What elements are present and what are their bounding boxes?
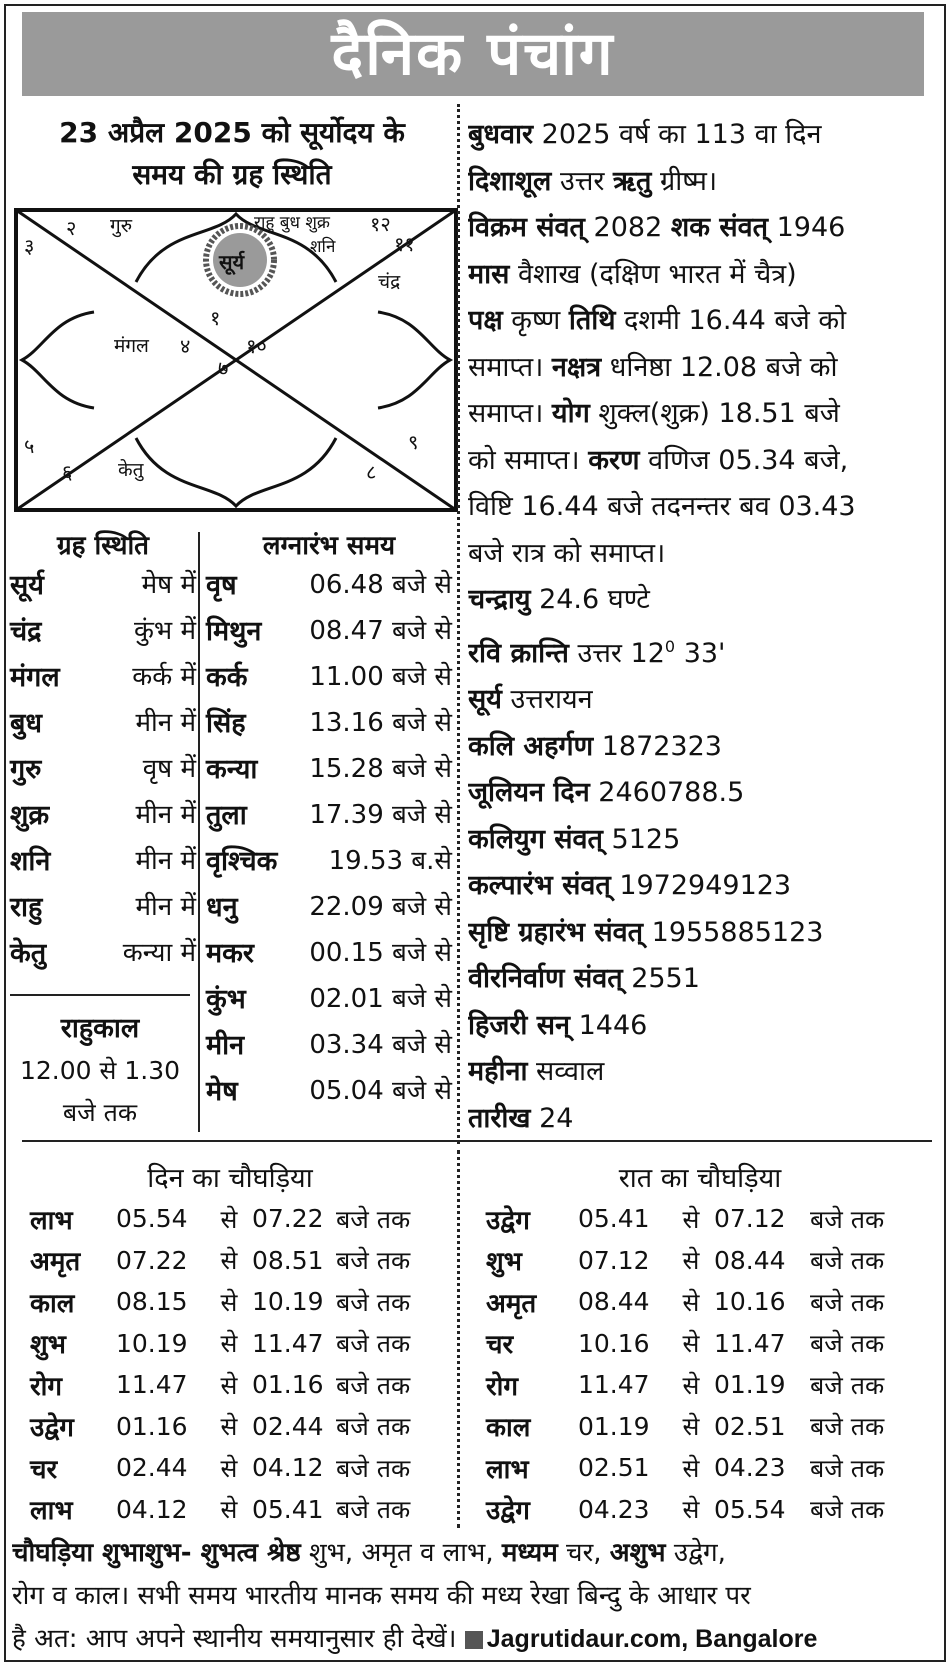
table-row: केतु कन्या में (10, 937, 196, 969)
planet-position-heading: 23 अप्रैल 2025 को सूर्योदय के समय की ग्रह स्थिति (59, 116, 405, 191)
table-row: लाभ 04.12 से 05.41 बजे तक (30, 1494, 411, 1527)
table-row: कर्क 11.00 बजे से (206, 661, 452, 693)
info-line: कल्पारंभ संवत् 1972949123 (468, 870, 792, 901)
din-choghadiya-table (30, 1198, 450, 1530)
info-line: बजे रात्र को समाप्त। (468, 537, 666, 569)
source-credit: Jagrutidaur.com, Bangalore (486, 1625, 818, 1653)
table-row: मेष 05.04 बजे से (206, 1075, 452, 1107)
house-4: ४ (180, 334, 191, 358)
table-row: रोग 11.47 से 01.19 बजे तक (486, 1370, 885, 1402)
grah-sthiti-table (10, 560, 196, 974)
table-row: अमृत 07.22 से 08.51 बजे तक (30, 1245, 411, 1278)
table-row: काल 01.19 से 02.51 बजे तक (486, 1411, 885, 1444)
info-line: जूलियन दिन 2460788.5 (468, 777, 745, 808)
table-row: शुभ 07.12 से 08.44 बजे तक (486, 1245, 885, 1278)
info-line: कलियुग संवत् 5125 (468, 823, 681, 855)
table-row: उद्वेग 04.23 से 05.54 बजे तक (486, 1494, 885, 1527)
info-line: विष्टि 16.44 बजे तदनन्तर बव 03.43 (468, 491, 856, 522)
table-row: लाभ 05.54 से 07.22 बजे तक (30, 1204, 411, 1236)
info-line: हिजरी सन् 1446 (468, 1009, 648, 1041)
house-5: ५ (24, 434, 35, 458)
planet-rahu-budh-shukra: राहु बुध शुक्र (254, 213, 330, 233)
house-11: ११ (394, 232, 415, 256)
info-line: पक्ष कृष्ण तिथि दशमी 16.44 बजे को (468, 305, 847, 336)
info-line: मास वैशाख (दक्षिण भारत में चैत्र) (468, 258, 797, 290)
table-row: धनु 22.09 बजे से (206, 891, 452, 923)
table-row: कन्या 15.28 बजे से (206, 753, 452, 785)
din-choghadiya-heading: दिन का चौघड़िया (147, 1163, 313, 1194)
info-line: सूर्य उत्तरायन (468, 684, 593, 715)
house-9: ९ (408, 430, 419, 454)
table-row: मंगल कर्क में (10, 661, 196, 693)
raat-choghadiya-heading: रात का चौघड़िया (618, 1163, 782, 1194)
table-row: सूर्य मेष में (10, 569, 196, 601)
house-10: १० (246, 334, 267, 358)
planet-guru: गुरु (110, 215, 133, 237)
rahukaal-box: राहुकाल 12.00 से 1.30 बजे तक (19, 1013, 181, 1127)
table-row: चर 02.44 से 04.12 बजे तक (30, 1453, 411, 1485)
page-title: दैनिक पंचांग (22, 12, 924, 96)
table-row: शनि मीन में (10, 845, 196, 877)
info-line: कलि अहर्गण 1872323 (468, 730, 722, 762)
table-row: उद्वेग 05.41 से 07.12 बजे तक (486, 1204, 885, 1236)
planet-ketu: केतु (118, 459, 144, 481)
info-line: चन्द्रायु 24.6 घण्टे (468, 584, 650, 615)
table-row: काल 08.15 से 10.19 बजे तक (30, 1287, 411, 1319)
table-row: लाभ 02.51 से 04.23 बजे तक (486, 1453, 885, 1485)
info-line: रवि क्रान्ति उत्तर $12^0$ 33' (468, 636, 726, 669)
column-divider-bottom (457, 1150, 460, 1528)
info-line: सृष्टि ग्रहारंभ संवत् 1955885123 (468, 916, 824, 948)
table-row: चर 10.16 से 11.47 बजे तक (486, 1328, 885, 1361)
planet-shani: शनि (310, 237, 336, 257)
table-row: तुला 17.39 बजे से (206, 799, 452, 831)
rahukaal-divider (10, 994, 190, 996)
table-row: वृष 06.48 बजे से (206, 569, 452, 601)
info-line: समाप्त। नक्षत्र धनिष्ठा 12.08 बजे को (468, 351, 838, 383)
info-line: विक्रम संवत् 2082 शक संवत् 1946 (468, 212, 846, 243)
planet-surya: सूर्य (219, 250, 245, 274)
house-1: १ (210, 306, 221, 330)
table-row: राहु मीन में (10, 891, 196, 923)
house-6: ६ (62, 460, 73, 484)
table-row: कुंभ 02.01 बजे से (206, 983, 452, 1015)
info-line: बुधवार 2025 वर्ष का 113 वा दिन (468, 119, 822, 150)
house-8: ८ (366, 460, 377, 484)
table-row: बुध मीन में (10, 707, 196, 739)
square-bullet-icon (465, 1631, 483, 1649)
choghadiya-divider (22, 1140, 932, 1142)
info-line: समाप्त। योग शुक्ल(शुक्र) 18.51 बजे (468, 398, 840, 429)
table-row: चंद्र कुंभ में (10, 615, 196, 647)
info-line: तारीख 24 (468, 1102, 574, 1134)
table-row: वृश्चिक 19.53 ब.से (206, 845, 452, 877)
house-2: २ (66, 216, 77, 240)
grah-sthiti-heading: ग्रह स्थिति (56, 531, 150, 561)
house-12: १२ (370, 212, 391, 236)
planet-chandra: चंद्र (378, 271, 401, 293)
table-row: मीन 03.34 बजे से (206, 1029, 452, 1061)
table-row: मिथुन 08.47 बजे से (206, 615, 452, 647)
house-7: ७ (218, 356, 229, 380)
info-line: वीरनिर्वाण संवत् 2551 (468, 963, 700, 994)
info-line: को समाप्त। करण वणिज 05.34 बजे, (468, 444, 849, 476)
kundli-chart (14, 208, 458, 512)
info-line: महीना सव्वाल (468, 1056, 605, 1087)
table-row: सिंह 13.16 बजे से (206, 707, 452, 739)
panchang-details (468, 112, 938, 1142)
grah-lagna-divider (198, 532, 200, 1132)
choghadiya-note: चौघड़िया शुभाशुभ- शुभत्व श्रेष्ठ शुभ, अमृत व लाभ, मध्यम चर, अशुभ उद्वेग, रोग व काल। सभी समय भारतीय मानक समय की मध्य रेखा बिन्दु के आधार पर है अत: आप अपने स्थानीय समयानुसार ही देखें। Jagrutidaur.com, Bangalore (12, 1538, 818, 1654)
table-row: उद्वेग 01.16 से 02.44 बजे तक (30, 1411, 411, 1444)
table-row: शुभ 10.19 से 11.47 बजे तक (30, 1328, 411, 1361)
column-divider-top (457, 104, 460, 1144)
raat-choghadiya-table (486, 1198, 926, 1530)
lagnarambh-table (206, 560, 452, 1112)
planet-mangal: मंगल (114, 335, 149, 357)
table-row: अमृत 08.44 से 10.16 बजे तक (486, 1287, 885, 1319)
table-row: गुरु वृष में (10, 753, 196, 785)
table-row: शुक्र मीन में (10, 799, 196, 831)
house-3: ३ (24, 234, 35, 258)
table-row: मकर 00.15 बजे से (206, 937, 452, 969)
lagnarambh-heading: लग्नारंभ समय (262, 531, 396, 561)
info-line: दिशाशूल उत्तर ऋतु ग्रीष्म। (468, 165, 718, 197)
table-row: रोग 11.47 से 01.16 बजे तक (30, 1370, 411, 1402)
